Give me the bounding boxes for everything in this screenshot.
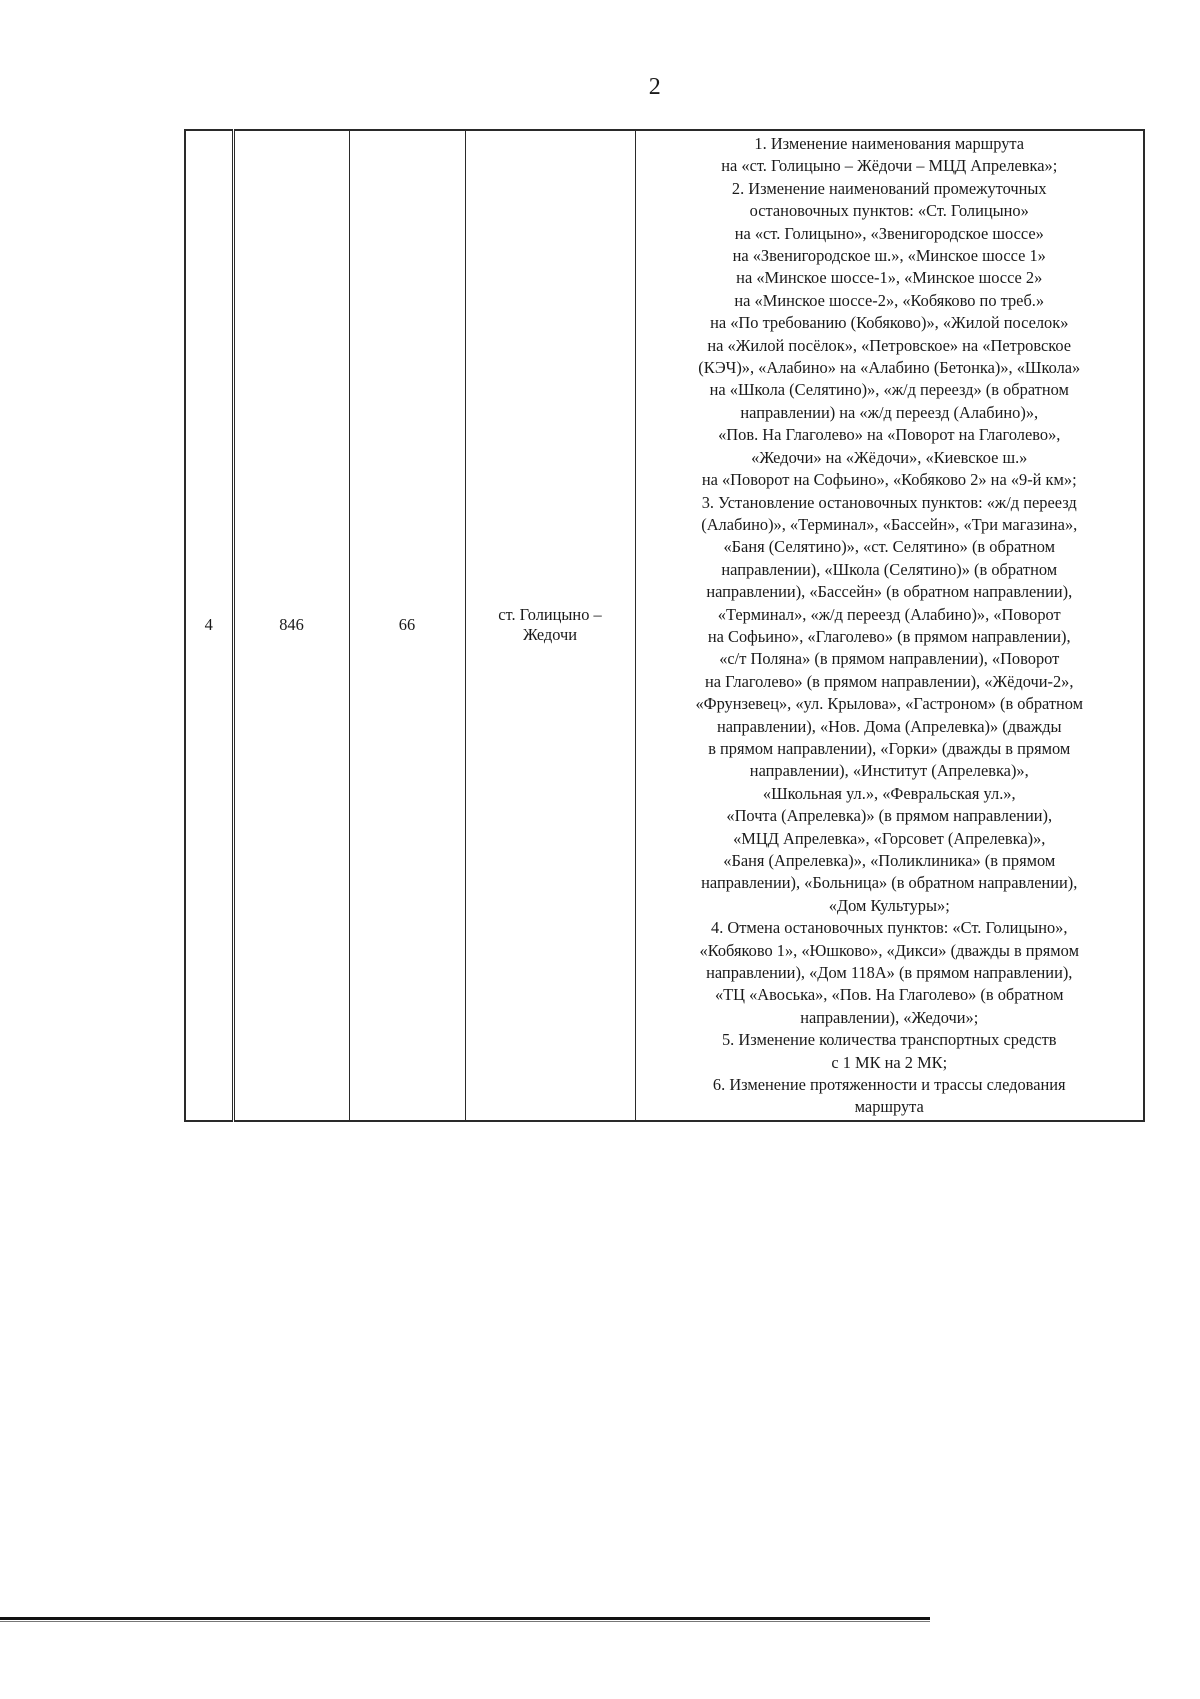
route-name-line: ст. Голицыно – [498, 605, 602, 625]
change-line: «Жедочи» на «Жёдочи», «Киевское ш.» [751, 447, 1028, 467]
scan-edge-line-thin [0, 1621, 930, 1622]
change-line: направлении), «Дом 118А» (в прямом направлении), [706, 963, 1073, 983]
change-line: «Школьная ул.», «Февральская ул.», [762, 783, 1016, 803]
change-line: на Софьино», «Глаголево» (в прямом направлении), [707, 626, 1071, 646]
row-number: 4 [204, 615, 213, 635]
table-row [185, 130, 1144, 1121]
routes-table [184, 129, 1145, 1122]
change-line: (КЭЧ)», «Алабино» на «Алабино (Бетонка)», «Школа» [698, 358, 1081, 378]
change-line: в прямом направлении), «Горки» (дважды в прямом [708, 738, 1071, 758]
row-number-cell [185, 130, 233, 1121]
route-reg-number-cell [233, 130, 349, 1121]
change-line: 2. Изменение наименований промежуточных [731, 178, 1047, 198]
change-line: на «Минское шоссе-2», «Кобяково по треб.» [734, 290, 1045, 310]
route-name-cell [465, 130, 635, 1121]
change-line: 6. Изменение протяженности и трассы следования [712, 1075, 1066, 1095]
change-line: остановочных пунктов: «Ст. Голицыно» [749, 201, 1029, 221]
change-line: «Терминал», «ж/д переезд (Алабино)», «Поворот [717, 604, 1061, 624]
change-line: 1. Изменение наименования маршрута [754, 134, 1025, 153]
change-line: «Дом Культуры»; [828, 895, 950, 915]
route-number: 66 [398, 615, 416, 635]
change-line: «Баня (Апрелевка)», «Поликлиника» (в прямом [723, 851, 1056, 870]
page-number: 2 [648, 74, 662, 100]
change-line: «Почта (Апрелевка)» (в прямом направлении), [726, 806, 1053, 826]
change-line: 4. Отмена остановочных пунктов: «Ст. Голицыно», [711, 918, 1068, 938]
change-line: направлении), «Институт (Апрелевка)», [749, 761, 1029, 781]
route-changes-cell [635, 130, 1144, 1121]
change-line: на «Минское шоссе-1», «Минское шоссе 2» [736, 268, 1043, 288]
change-line: направлении), «Нов. Дома (Апрелевка)» (дважды [716, 716, 1062, 736]
change-line: «Фрунзевец», «ул. Крылова», «Гастроном» (в обратном [695, 694, 1084, 714]
change-line: на «Поворот на Софьино», «Кобяково 2» на «9-й км»; [701, 470, 1077, 490]
change-line: с 1 МК на 2 МК; [831, 1052, 948, 1072]
change-line: (Алабино)», «Терминал», «Бассейн», «Три магазина», [701, 514, 1078, 534]
change-line: на «ст. Голицыно», «Звенигородское шоссе» [734, 223, 1044, 243]
scan-edge-line [0, 1617, 930, 1620]
change-line: направлении), «Школа (Селятино)» (в обратном [721, 559, 1058, 579]
change-line: на «Школа (Селятино)», «ж/д переезд» (в обратном [709, 380, 1069, 400]
route-reg-number: 846 [279, 615, 304, 635]
change-line: направлении), «Бассейн» (в обратном направлении), [706, 582, 1073, 602]
change-line: «ТЦ «Авоська», «Пов. На Глаголево» (в обратном [714, 985, 1064, 1005]
change-line: направлении) на «ж/д переезд (Алабино)», [740, 402, 1039, 422]
change-line: маршрута [854, 1097, 924, 1117]
change-line: «Кобяково 1», «Юшково», «Дикси» (дважды в прямом [699, 940, 1079, 960]
change-line: на «ст. Голицыно – Жёдочи – МЦД Апрелевка»; [721, 156, 1058, 176]
route-name [466, 605, 635, 645]
route-name-line: Жедочи [522, 625, 578, 645]
change-line: на «Звенигородское ш.», «Минское шоссе 1» [732, 246, 1046, 266]
change-line: направлении), «Жедочи»; [800, 1007, 979, 1027]
change-line: на Глаголево» (в прямом направлении), «Жёдочи-2», [705, 671, 1074, 691]
change-line: направлении), «Больница» (в обратном направлении), [701, 873, 1078, 893]
change-line: «Баня (Селятино)», «ст. Селятино» (в обратном [723, 537, 1056, 557]
change-line: 3. Установление остановочных пунктов: «ж/д переезд [701, 492, 1077, 512]
change-line: «МЦД Апрелевка», «Горсовет (Апрелевка)», [733, 828, 1046, 848]
change-line: 5. Изменение количества транспортных средств [721, 1030, 1057, 1050]
change-line: на «По требованию (Кобяково)», «Жилой поселок» [710, 313, 1069, 333]
change-line: «Пов. На Глаголево» на «Поворот на Глаголево», [718, 425, 1061, 445]
change-line: «с/т Поляна» (в прямом направлении), «Поворот [719, 649, 1060, 669]
change-line: на «Жилой посёлок», «Петровское» на «Петровское [707, 335, 1072, 355]
route-number-cell [349, 130, 465, 1121]
route-changes-text [636, 131, 1144, 1120]
